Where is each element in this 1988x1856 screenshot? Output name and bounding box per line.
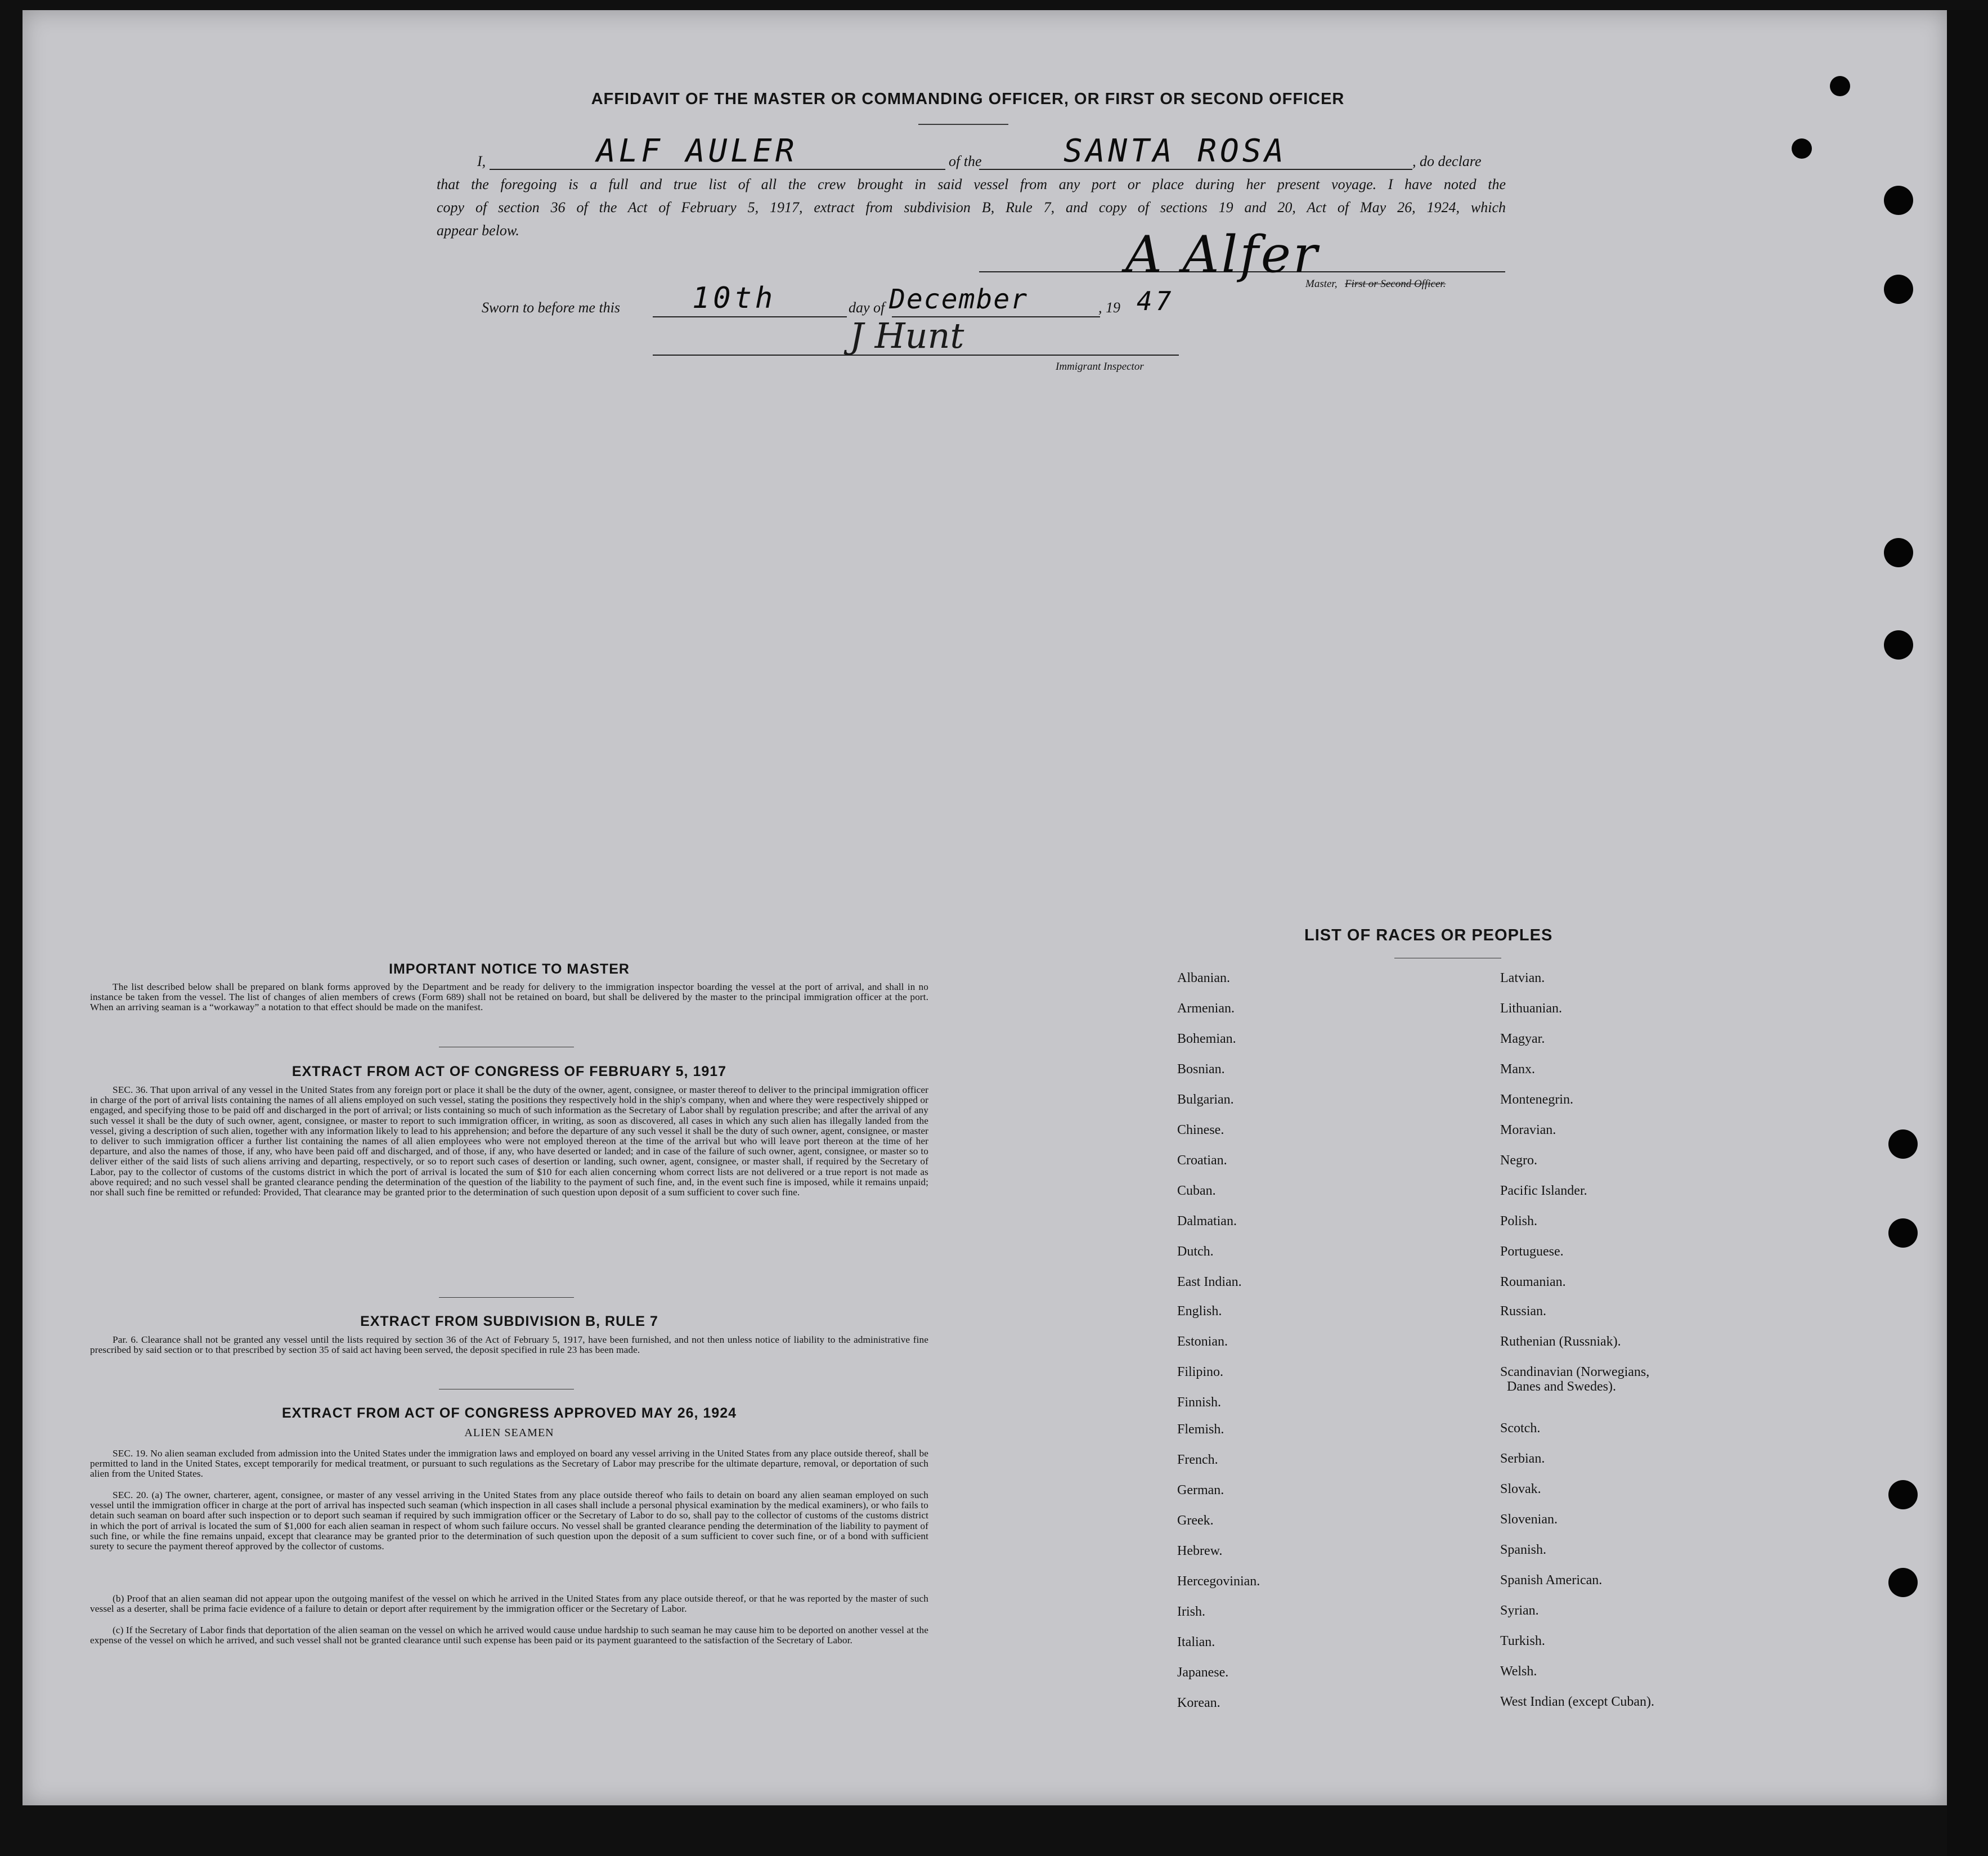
race-item: Spanish. <box>1500 1543 1547 1557</box>
race-item: Bosnian. <box>1177 1062 1225 1077</box>
scan-edge <box>1947 10 1988 1856</box>
race-item: Armenian. <box>1177 1001 1235 1016</box>
extract-rule7-text: Par. 6. Clearance shall not be granted any vessel until the lists required by section 36 of the Act of February 5, 1917, have been furnished, and not then unless notice of liability to the administrative fine prescribed by said section or to that prescribed by section 35 of said act having been served, the deposit specified in rule 23 has been made. <box>90 1335 928 1356</box>
race-item: Portuguese. <box>1500 1244 1564 1259</box>
race-item: Chinese. <box>1177 1123 1224 1137</box>
sworn-year-handwritten: 47 <box>1137 286 1175 316</box>
master-signature: A Alfer <box>1125 225 1320 284</box>
affidavit-line-2: copy of section 36 of the Act of February 5, 1917, extract from subdivision B, Rule 7, and copy of sections 19 and 20, Act of May 26, 1924, which <box>437 199 1506 216</box>
race-item: Montenegrin. <box>1500 1092 1573 1107</box>
binder-hole <box>1888 1218 1918 1248</box>
binder-hole <box>1792 138 1812 159</box>
extract-1917-text: SEC. 36. That upon arrival of any vessel in the United States from any foreign port or place it shall be the duty of the owner, agent, consignee, or master thereof to deliver to the principal immigration officer in charge of the port of arrival lists containing the names of all aliens employed on such vessel, stating the positions they respectively hold in the ship's company, when and where they were respectively shipped or engaged, and specifying those to be paid off and discharged in the port of arrival; or lists containing so much of such information as the Secretary of Labor shall by regulation prescribe; and after the arrival of any such vessel it shall be the duty of such owner, agent, consignee, or master to report to such immigration officer, in writing, as soon as discovered, all cases in which any such alien has illegally landed from the vessel, giving a description of such alien, together with any information likely to lead to his apprehension; and before the departure of any such vessel it shall be the duty of such owner, agent, consignee, or master to deliver to such immigration officer a further list containing the names of all alien employees who were not employed thereon at the time of the arrival but who will leave port thereon at the time of her departure, and also the names of those, if any, who have been paid off and discharged, and of those, if any, who have deserted or landed; and in case of the failure of such owner, agent, consignee, or master so to deliver either of the said lists of such aliens arriving and departing, respectively, or so to report such cases of desertion or landing, such owner, agent, consignee, or master shall, if required by the Secretary of Labor, pay to the collector of customs of the customs district in which the port of arrival is located the sum of $10 for each alien concerning whom correct lists are not delivered or a true report is not made as above required; and no such vessel shall be granted clearance pending the determination of the question of the liability to the payment of such fine, and, in the event such fine is imposed, while it remains unpaid; nor shall such fine be remitted or refunded: Provided, That clearance may be granted prior to the determination of such question upon deposit of a sum sufficient to cover such fine. <box>90 1085 928 1198</box>
race-item: Cuban. <box>1177 1183 1216 1198</box>
race-item: Russian. <box>1500 1304 1547 1319</box>
affidavit-line-1: that the foregoing is a full and true list of all the crew brought in said vessel from any port or place during her present voyage. I have noted the <box>437 176 1506 192</box>
race-item: Roumanian. <box>1500 1275 1566 1289</box>
race-item: Danes and Swedes). <box>1507 1379 1616 1394</box>
race-item: Dalmatian. <box>1177 1214 1237 1229</box>
extract-1924-sec20c: (c) If the Secretary of Labor finds that deportation of the alien seaman on the vessel on which he arrived would cause undue hardship to such seaman he may cause him to be deported on another vessel at the expense of the vessel on which he arrived, and such vessel shall not be granted clearance until such expense has been paid or its payment guaranteed to the satisfaction of the Secretary of Labor. <box>90 1625 928 1646</box>
inspector-label: Immigrant Inspector <box>1056 361 1144 373</box>
sworn-prefix: Sworn to before me this <box>482 299 621 316</box>
race-item: Negro. <box>1500 1153 1537 1168</box>
race-item: Korean. <box>1177 1696 1220 1710</box>
affidavit-title: AFFIDAVIT OF THE MASTER OR COMMANDING OFFICER, OR FIRST OR SECOND OFFICER <box>591 90 1345 108</box>
race-item: Slovak. <box>1500 1482 1541 1496</box>
race-item: Lithuanian. <box>1500 1001 1562 1016</box>
race-item: Scotch. <box>1500 1421 1541 1436</box>
race-item: Hercegovinian. <box>1177 1574 1260 1589</box>
binder-hole <box>1884 186 1913 215</box>
race-item: Welsh. <box>1500 1664 1537 1679</box>
binder-hole <box>1888 1480 1918 1509</box>
race-item: Hebrew. <box>1177 1544 1223 1558</box>
race-item: Filipino. <box>1177 1365 1224 1379</box>
affidavit-prefix: I, <box>477 153 486 169</box>
affidavit-line-3: appear below. <box>437 222 519 239</box>
extract-1924-sec19: SEC. 19. No alien seaman excluded from admission into the United States under the immigration laws and employed on board any vessel arriving in the United States from any place outside thereof, shall be permitted to land in the United States, except temporarily for medical treatment, or pursuant to such regulations as the Secretary of Labor may prescribe for the ultimate departure, removal, or deportation of such alien from the United States. <box>90 1449 928 1480</box>
race-item: Bulgarian. <box>1177 1092 1234 1107</box>
struck-officer-label: First or Second Officer. <box>1345 278 1446 290</box>
race-item: Greek. <box>1177 1513 1214 1528</box>
binder-hole <box>1888 1129 1918 1159</box>
master-label: Master, <box>1305 278 1338 290</box>
race-item: Irish. <box>1177 1604 1205 1619</box>
race-item: French. <box>1177 1452 1218 1467</box>
race-item: Croatian. <box>1177 1153 1227 1168</box>
race-item: Finnish. <box>1177 1395 1222 1410</box>
race-item: Bohemian. <box>1177 1032 1236 1046</box>
race-item: Dutch. <box>1177 1244 1214 1259</box>
binder-hole <box>1830 76 1850 96</box>
year-prefix: , 19 <box>1098 299 1120 316</box>
race-item: Pacific Islander. <box>1500 1183 1587 1198</box>
do-declare-text: , do declare <box>1412 153 1482 169</box>
divider <box>439 1297 574 1298</box>
races-list-title: LIST OF RACES OR PEOPLES <box>1304 926 1553 944</box>
sworn-month-handwritten: December <box>889 284 1029 315</box>
race-item: Moravian. <box>1500 1123 1556 1137</box>
race-item: Latvian. <box>1500 971 1545 985</box>
extract-1924-sec20b: (b) Proof that an alien seaman did not appear upon the outgoing manifest of the vessel on which he arrived in the United States from any place outside thereof, or that he was reported by the master of such vessel as a deserter, shall be prima facie evidence of a failure to detain or deport after requirement by the immigration officer or the Secretary of Labor. <box>90 1594 928 1615</box>
binder-hole <box>1884 538 1913 567</box>
inspector-signature: J Hunt <box>850 315 964 356</box>
vessel-name-handwritten: SANTA ROSA <box>1063 133 1287 169</box>
binder-hole <box>1884 630 1913 660</box>
race-item: Italian. <box>1177 1635 1215 1649</box>
race-item: West Indian (except Cuban). <box>1500 1694 1654 1709</box>
binder-hole <box>1884 275 1913 304</box>
race-item: Polish. <box>1500 1214 1538 1229</box>
race-item: Albanian. <box>1177 971 1230 985</box>
extract-rule7-title: EXTRACT FROM SUBDIVISION B, RULE 7 <box>360 1313 658 1329</box>
race-item: East Indian. <box>1177 1275 1242 1289</box>
master-name-handwritten: ALF AULER <box>596 133 798 169</box>
race-item: Magyar. <box>1500 1032 1545 1046</box>
race-item: English. <box>1177 1304 1222 1319</box>
extract-1924-title: EXTRACT FROM ACT OF CONGRESS APPROVED MAY 26, 1924 <box>281 1405 737 1421</box>
race-item: Ruthenian (Russniak). <box>1500 1334 1621 1349</box>
important-notice-text: The list described below shall be prepared on blank forms approved by the Department and be ready for delivery to the immigration inspector boarding the vessel at the port of arrival, and shall in no instance be taken from the vessel. The list of changes of alien members of crews (Form 689) shall not be retained on board, but shall be delivered by the master to the principal immigration officer at the port. When an arriving seaman is a “workaway” a notation to that effect should be made on the manifest. <box>90 982 928 1013</box>
race-item: Spanish American. <box>1500 1573 1603 1588</box>
sworn-day-handwritten: 10th <box>692 281 777 315</box>
race-item: Estonian. <box>1177 1334 1228 1349</box>
extract-1917-title: EXTRACT FROM ACT OF CONGRESS OF FEBRUARY 5, 1917 <box>291 1064 727 1079</box>
of-the-text: of the <box>949 153 982 169</box>
alien-seamen-subtitle: ALIEN SEAMEN <box>464 1427 554 1439</box>
race-item: Scandinavian (Norwegians, <box>1500 1365 1650 1379</box>
race-item: Serbian. <box>1500 1451 1545 1466</box>
divider <box>918 124 1008 125</box>
race-item: German. <box>1177 1483 1224 1498</box>
race-item: Turkish. <box>1500 1634 1545 1648</box>
race-item: Japanese. <box>1177 1665 1229 1680</box>
race-item: Manx. <box>1500 1062 1535 1077</box>
binder-hole <box>1888 1568 1918 1597</box>
race-item: Slovenian. <box>1500 1512 1558 1527</box>
important-notice-title: IMPORTANT NOTICE TO MASTER <box>389 961 630 977</box>
race-item: Flemish. <box>1177 1422 1224 1437</box>
race-item: Syrian. <box>1500 1603 1539 1618</box>
extract-1924-sec20a: SEC. 20. (a) The owner, charterer, agent, consignee, or master of any vessel arriving in the United States from any place outside thereof who fails to detain on board any alien seaman employed on such vessel until the immigration officer in charge at the port of arrival has inspected such seaman (which inspection in all cases shall include a personal physical examination by the medical examiners), or who fails to detain such seaman on board after such inspection or to deport such seaman if required by such immigration officer or the Secretary of Labor to do so, shall pay to the collector of customs of the customs district in which the port of arrival is located the sum of $1,000 for each alien seaman in respect of whom such failure occurs. No vessel shall be granted clearance pending the determination of the liability to payment of such fine, or while the fine remains unpaid, except that clearance may be granted prior to the determination of such question upon the deposit of a sum sufficient to cover such fine, or of a bond with sufficient surety to secure the payment thereof approved by the collector of customs. <box>90 1490 928 1552</box>
day-of-text: day of <box>849 299 885 316</box>
day-line <box>653 316 847 317</box>
